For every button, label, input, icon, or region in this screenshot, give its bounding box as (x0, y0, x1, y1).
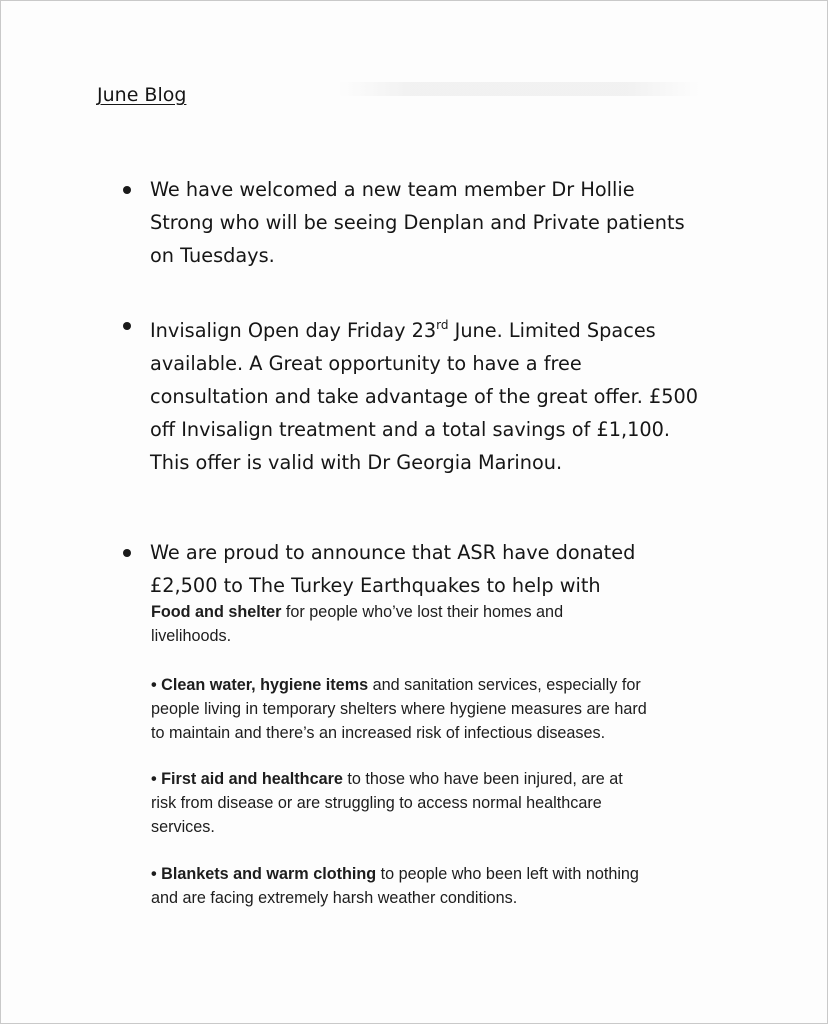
detail-first-aid (151, 767, 791, 839)
open-day-text: Invisalign Open day Friday 23 (150, 319, 437, 342)
detail-text: and sanitation services, especially for (368, 676, 641, 694)
detail-heading: • Clean water, hygiene items (151, 676, 369, 694)
detail-line: livelihoods. (151, 627, 232, 645)
detail-line (151, 767, 791, 791)
bullet-dot-icon (123, 549, 131, 557)
detail-line (151, 862, 791, 886)
detail-text: to those who have been injured, are at (342, 770, 623, 788)
detail-heading: • First aid and healthcare (151, 770, 343, 788)
bullet-line: off Invisalign treatment and a total savings of £1,100. (150, 418, 671, 441)
detail-clean-water (151, 673, 791, 745)
detail-text: to people who been left with nothing (376, 865, 639, 883)
detail-heading: • Blankets and warm clothing (151, 865, 377, 883)
detail-line: and are facing extremely harsh weather conditions. (151, 889, 518, 907)
bullet-line: We are proud to announce that ASR have donated (150, 541, 636, 564)
open-day-text-rest: June. Limited Spaces (448, 319, 656, 342)
detail-line: to maintain and there’s an increased risk of infectious diseases. (151, 724, 606, 742)
detail-heading: Food and shelter (151, 603, 282, 621)
bullet-line: £2,500 to The Turkey Earthquakes to help with (150, 574, 601, 597)
bullet-line: We have welcomed a new team member Dr Hollie (150, 178, 635, 201)
bullet-invisalign-open-day (150, 309, 790, 479)
bullet-donation (150, 536, 770, 602)
detail-food-shelter (151, 600, 791, 648)
bullet-line: available. A Great opportunity to have a free (150, 352, 582, 375)
ordinal-superscript: rd (436, 318, 449, 332)
detail-line: people living in temporary shelters where hygiene measures are hard (151, 700, 647, 718)
bullet-line (150, 309, 790, 347)
detail-line: services. (151, 818, 215, 836)
page-title: June Blog (97, 84, 187, 106)
scan-bleed-through (338, 82, 700, 96)
detail-line (151, 673, 791, 697)
bullet-line: consultation and take advantage of the great offer. £500 (150, 385, 699, 408)
bullet-line: Strong who will be seeing Denplan and Private patients (150, 211, 685, 234)
detail-line: risk from disease or are struggling to access normal healthcare (151, 794, 602, 812)
detail-line (151, 600, 791, 624)
bullet-new-team-member (150, 173, 770, 272)
bullet-dot-icon (123, 322, 131, 330)
detail-blankets (151, 862, 791, 910)
bullet-dot-icon (123, 186, 131, 194)
detail-text: for people who’ve lost their homes and (281, 603, 564, 621)
bullet-line: This offer is valid with Dr Georgia Marinou. (150, 451, 563, 474)
bullet-line: on Tuesdays. (150, 244, 275, 267)
